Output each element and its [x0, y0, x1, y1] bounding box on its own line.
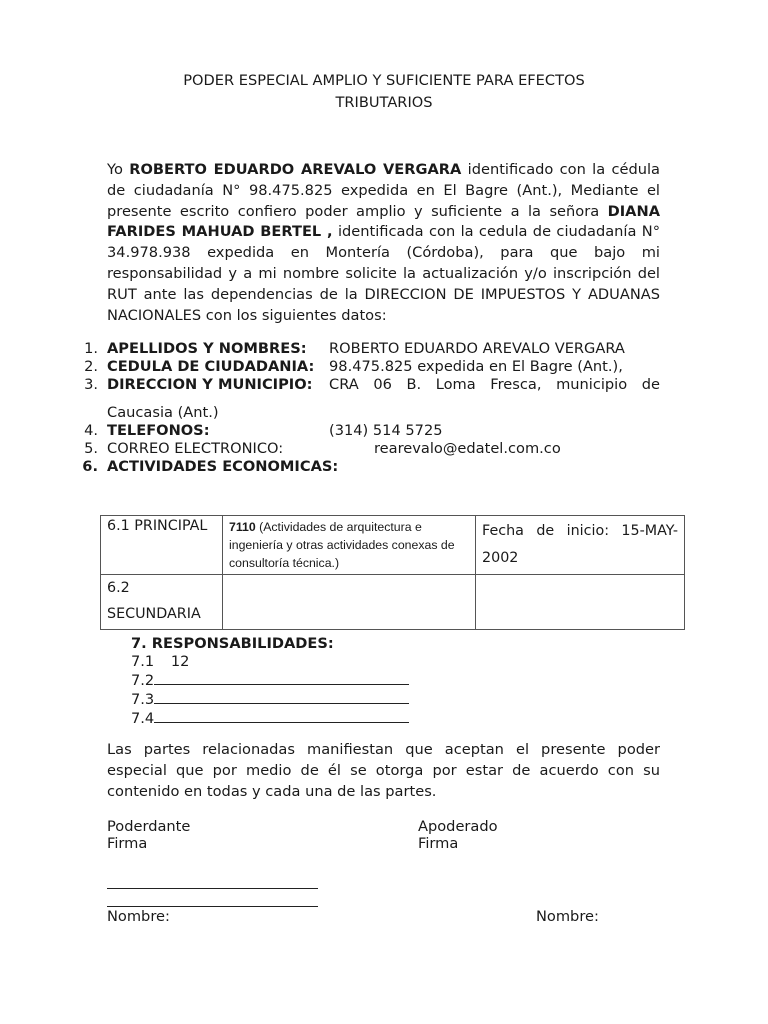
field-label: DIRECCION Y MUNICIPIO: — [107, 376, 313, 393]
grantor-name: ROBERTO EDUARDO AREVALO VERGARA — [129, 161, 462, 178]
principal-description: (Actividades de arquitectura e ingeniería y otras actividades conexas de consultoría técnica.) — [229, 520, 455, 570]
attorney-role: Apoderado — [418, 818, 498, 835]
grantor-name-label: Nombre: — [107, 908, 170, 925]
closing-paragraph: Las partes relacionadas manifiestan que aceptan el presente poder especial que por medio de él se otorga por estar de acuerdo con su contenido en todas y cada una de las partes. — [107, 741, 660, 800]
signature-line — [107, 888, 318, 889]
attorney-name-label: Nombre: — [536, 908, 599, 925]
principal-start-date: Fecha de inicio: 15-MAY-2002 — [482, 523, 678, 566]
responsibility-number: 7.3 — [131, 691, 155, 708]
table-row — [101, 575, 685, 630]
secondary-label-cell — [101, 575, 223, 630]
attorney-sign-label: Firma — [418, 835, 459, 852]
attorney-signature-block — [418, 818, 498, 852]
responsibility-number: 7.1 — [131, 653, 155, 670]
responsibility-number: 7.2 — [131, 672, 155, 689]
principal-label-cell — [101, 516, 223, 575]
field-value-continued: Caucasia (Ant.) — [107, 404, 219, 421]
secondary-activity-cell — [223, 575, 476, 630]
intro-yo: Yo — [107, 161, 123, 178]
field-number: 5. — [84, 440, 98, 457]
responsibility-blank-line — [154, 690, 409, 704]
responsibility-number: 7.4 — [131, 710, 155, 727]
document-title — [100, 70, 668, 114]
title-line-2: TRIBUTARIOS — [335, 94, 433, 111]
intro-paragraph — [107, 160, 660, 326]
activities-table — [100, 515, 685, 630]
responsibility-item — [131, 690, 409, 709]
fields-list — [80, 340, 680, 480]
responsibilities-heading: 7. RESPONSABILIDADES: — [131, 635, 334, 652]
grantor-signature-block — [107, 818, 190, 852]
responsibility-blank-line — [154, 671, 409, 685]
responsibility-value: 12 — [170, 653, 190, 670]
field-number: 6. — [82, 458, 98, 475]
field-value: (314) 514 5725 — [329, 422, 443, 439]
table-row — [101, 516, 685, 575]
field-label: ACTIVIDADES ECONOMICAS: — [107, 458, 339, 475]
responsibilities-section — [131, 635, 409, 728]
responsibility-item — [131, 653, 409, 671]
responsibility-blank-line — [154, 709, 409, 723]
field-label: TELEFONOS: — [107, 422, 210, 439]
principal-label: 6.1 PRINCIPAL — [107, 518, 208, 534]
field-label: CORREO ELECTRONICO: — [107, 440, 284, 457]
title-line-1: PODER ESPECIAL AMPLIO Y SUFICIENTE PARA EFECTOS — [183, 72, 585, 89]
field-number: 3. — [84, 376, 98, 393]
responsibility-item — [131, 671, 409, 690]
principal-date-cell — [476, 516, 685, 575]
responsibility-item — [131, 709, 409, 728]
field-value: ROBERTO EDUARDO AREVALO VERGARA — [329, 340, 625, 357]
signature-line — [107, 906, 318, 907]
field-number: 2. — [84, 358, 98, 375]
field-label: CEDULA DE CIUDADANIA: — [107, 358, 315, 375]
grantor-sign-label: Firma — [107, 835, 148, 852]
intro-text-1: identificado con la cédula de ciudadanía N° 98.475.825 expedida en El Bagre (Ant.), Mediante el presente escrito confiero poder amplio y suficiente a la señora — [107, 161, 660, 220]
secondary-label: 6.2 SECUNDARIA — [107, 580, 201, 622]
field-value: CRA 06 B. Loma Fresca, municipio de — [329, 376, 660, 393]
field-value: rearevalo@edatel.com.co — [374, 440, 561, 457]
secondary-date-cell — [476, 575, 685, 630]
field-number: 1. — [84, 340, 98, 357]
field-number: 4. — [84, 422, 98, 439]
grantor-role: Poderdante — [107, 818, 191, 835]
attorney-name: DIANA FARIDES MAHUAD BERTEL , — [107, 202, 660, 241]
intro-text-2: identificada con la cedula de ciudadanía N° 34.978.938 expedida en Montería (Córdoba), para que bajo mi responsabilidad y a mi nombre solicite la actualización y/o inscripción del RUT ante las dependencias de la DIRECCION DE IMPUESTOS Y ADUANAS NACIONALES con los siguientes datos: — [107, 223, 660, 324]
field-label: APELLIDOS Y NOMBRES: — [107, 340, 307, 357]
field-value: 98.475.825 expedida en El Bagre (Ant.), — [329, 358, 623, 375]
principal-code: 7110 — [229, 520, 256, 534]
principal-activity-cell — [223, 516, 476, 575]
